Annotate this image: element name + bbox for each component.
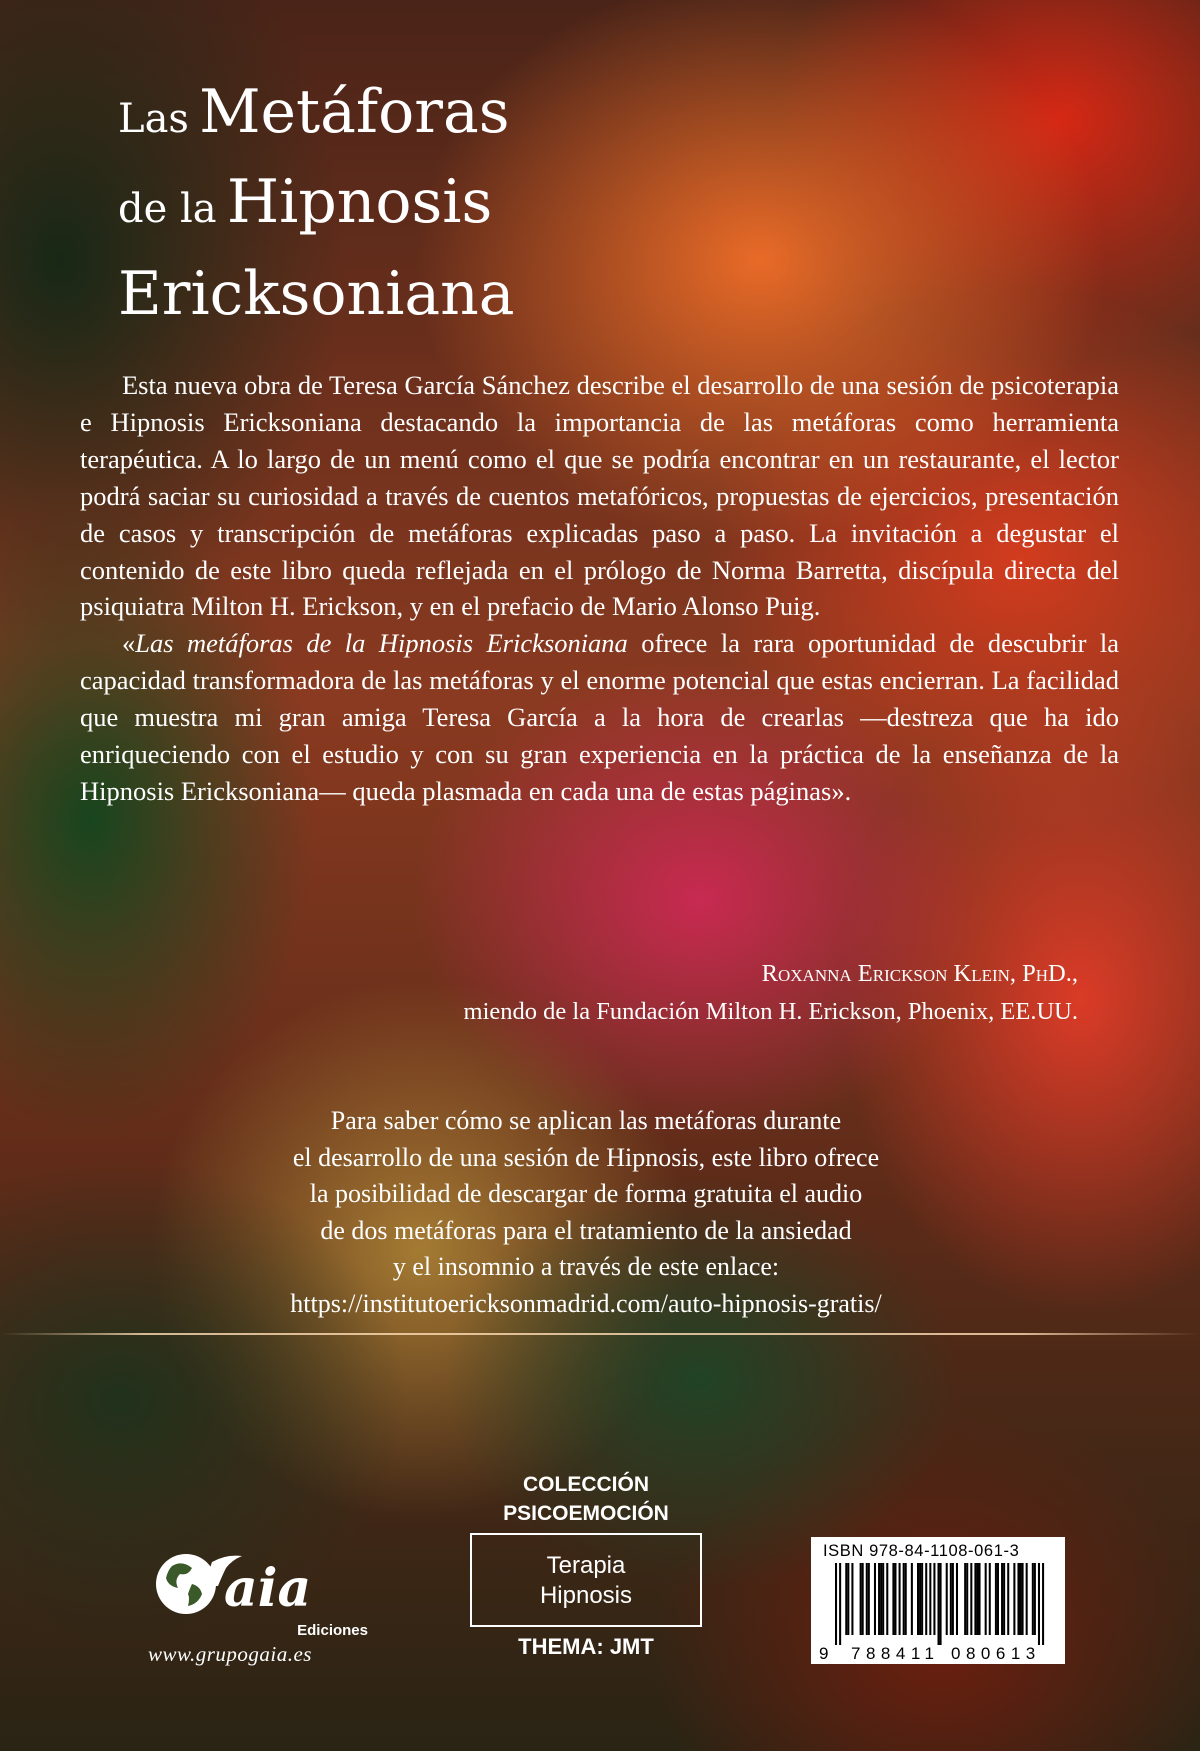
barcode-svg (811, 1537, 1065, 1664)
barcode-bar (929, 1563, 931, 1635)
barcode-digits-right: 080613 (951, 1644, 1041, 1663)
attribution-role: miendo de la Fundación Milton H. Erickson, Phoenix, EE.UU. (463, 998, 1078, 1025)
barcode-bar (921, 1563, 923, 1635)
barcode-bar (1042, 1563, 1044, 1645)
barcode-bar (966, 1563, 968, 1635)
barcode-bar (917, 1563, 919, 1635)
logo-text: aia (224, 1558, 312, 1619)
barcode-bar (970, 1563, 972, 1635)
thema-code: THEMA: JMT (518, 1634, 654, 1659)
barcode-bar (899, 1563, 901, 1635)
title-word-metaforas: Metáforas (199, 77, 510, 147)
logo-subtitle: Ediciones (297, 1622, 368, 1639)
barcode-bar (1038, 1563, 1040, 1645)
promo-line: Para saber cómo se aplican las metáforas durante (330, 1106, 842, 1135)
barcode-bar (979, 1563, 981, 1635)
collection-topic: Hipnosis (539, 1582, 633, 1609)
quote-body: ofrece la rara oportunidad de descubrir la capacidad transformadora de las metáforas y el enorme potencial que estas encierran. La facilidad que muestra mi gran amiga Teresa García a la hora de crearlas —destreza que ha ido enriqueciendo con el estudio y con su gran experiencia en la práctica de la enseñanza de la Hipnosis Ericksoniana— queda plasmada en cada una de estas páginas». (80, 628, 1120, 806)
quote-open-mark: « (122, 628, 136, 659)
promo-line: el desarrollo de una sesión de Hipnosis, este libro ofrece (292, 1142, 880, 1172)
barcode-bar (995, 1563, 997, 1635)
barcode-bar (903, 1563, 905, 1635)
testimonial-quote (80, 625, 1119, 810)
barcode-bar (1007, 1563, 1009, 1635)
barcode-bar (878, 1563, 880, 1635)
barcode-bar (845, 1563, 847, 1635)
title-word-de-la: de la (118, 186, 217, 232)
barcode-bar (886, 1563, 888, 1635)
quoted-book-title: Las metáforas de la Hipnosis Ericksoniana (135, 628, 628, 659)
barcode-bar (974, 1563, 976, 1635)
barcode-bar (950, 1563, 952, 1635)
barcode-bar (892, 1563, 894, 1635)
barcode-bar (952, 1563, 954, 1635)
barcode-bar (847, 1563, 849, 1635)
barcode-bar (839, 1563, 841, 1645)
title-word-ericksoniana: Ericksoniana (118, 259, 515, 329)
promo-line: de dos metáforas para el tratamiento de la ansiedad (320, 1215, 852, 1245)
barcode-bar (1020, 1563, 1022, 1635)
barcode-bar (851, 1563, 853, 1635)
collection-label (470, 1470, 702, 1528)
description-paragraph: Esta nueva obra de Teresa García Sánchez describe el desarrollo de una sesión de psicoterapia e Hipnosis Ericksoniana destacando la importancia de las metáforas como herramienta terapéutica. A lo largo de un menú como el que se podría encontrar en un restaurante, el lector podrá saciar su curiosidad a través de cuentos metafóricos, propuestas de ejercicios, presentación de casos y transcripción de metáforas explicadas paso a paso. La invitación a degustar el contenido de este libro queda reflejada en el prólogo de Norma Barretta, discípula directa del psiquiatra Milton H. Erickson, y en el prefacio de Mario Alonso Puig. (80, 370, 1119, 622)
divider-line (0, 1333, 1200, 1335)
barcode-bar (866, 1563, 868, 1635)
barcode-bar (882, 1563, 884, 1635)
barcode-bars (835, 1563, 1044, 1645)
collection-label-line-1: COLECCIÓN (523, 1473, 649, 1496)
collection-topic: Terapia (546, 1552, 626, 1579)
barcode-bar (919, 1563, 921, 1635)
title-line-3 (118, 259, 515, 329)
book-description (80, 367, 1119, 810)
title-word-las: Las (118, 96, 189, 142)
barcode-bar (985, 1563, 987, 1635)
barcode-bar (976, 1563, 978, 1635)
barcode-bar (1001, 1563, 1003, 1635)
barcode-bar (925, 1563, 927, 1635)
barcode-bar (862, 1563, 864, 1635)
barcode-bar (860, 1563, 862, 1635)
title-line-1 (118, 77, 515, 172)
barcode-bar (1026, 1563, 1028, 1635)
barcode-digit-lead: 9 (819, 1644, 829, 1663)
barcode-bar (989, 1563, 991, 1635)
isbn-barcode (811, 1537, 1065, 1664)
barcode-bar (933, 1563, 935, 1635)
barcode-bar (1013, 1563, 1015, 1635)
barcode-digits-left: 788411 (851, 1644, 940, 1663)
barcode-bar (1032, 1563, 1034, 1635)
title-line-2 (118, 167, 515, 264)
promo-line: y el insomnio a través de este enlace: (392, 1252, 780, 1281)
barcode-bar (911, 1563, 913, 1635)
barcode-bar (1003, 1563, 1005, 1635)
barcode-bar (880, 1563, 882, 1635)
title-word-hipnosis: Hipnosis (226, 167, 493, 237)
collection-topics-box (470, 1533, 702, 1627)
barcode-bar (1022, 1563, 1024, 1635)
book-title (118, 77, 515, 329)
audio-download-promo (0, 1103, 1172, 1322)
barcode-bar (940, 1563, 942, 1645)
barcode-bar (997, 1563, 999, 1635)
barcode-bar (835, 1563, 837, 1645)
barcode-bar (956, 1563, 958, 1635)
barcode-bar (1034, 1563, 1036, 1635)
collection-label-line-2: PSICOEMOCIÓN (503, 1502, 669, 1525)
barcode-bar (1017, 1563, 1019, 1635)
quote-attribution (464, 955, 1078, 1031)
barcode-bar (894, 1563, 896, 1635)
attribution-name: Roxanna Erickson Klein, PhD., (761, 960, 1078, 987)
gaia-logo (148, 1548, 368, 1620)
barcode-bar (905, 1563, 907, 1635)
publisher-website[interactable]: www.grupogaia.es (148, 1642, 312, 1666)
isbn-label: ISBN 978-84-1108-061-3 (823, 1542, 1020, 1560)
barcode-bar (964, 1563, 966, 1635)
barcode-bar (874, 1563, 876, 1635)
barcode-bar (946, 1563, 948, 1635)
barcode-bar (868, 1563, 870, 1635)
barcode-bar (938, 1563, 940, 1645)
promo-line: la posibilidad de descargar de forma gratuita el audio (309, 1179, 863, 1208)
promo-link[interactable]: https://institutoericksonmadrid.com/auto-hipnosis-gratis/ (290, 1288, 882, 1318)
